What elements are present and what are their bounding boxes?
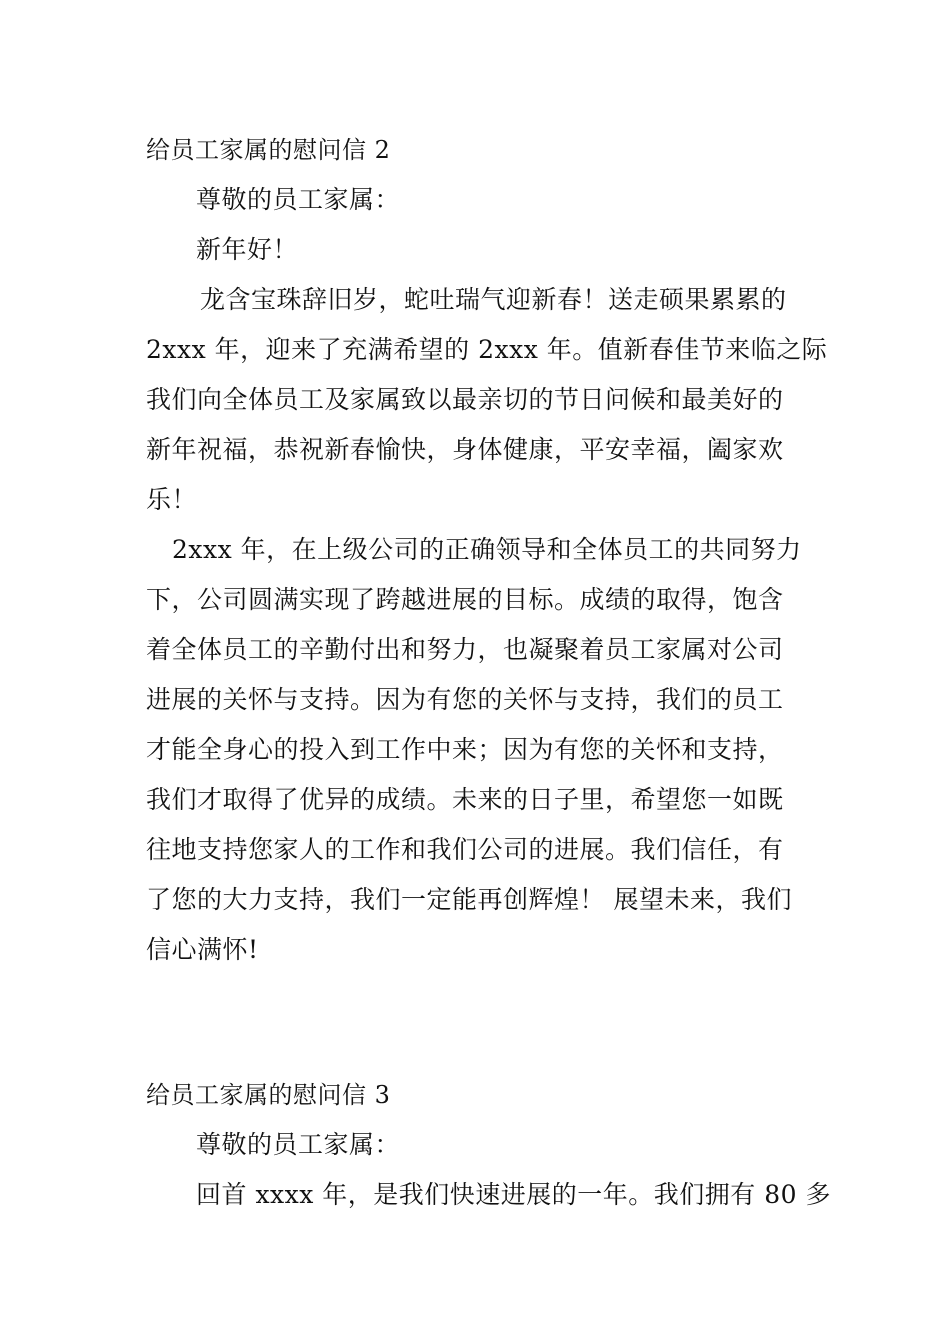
letter2-para1-line: 乐！: [146, 485, 198, 514]
letter2-para2-line: 才能全身心的投入到工作中来；因为有您的关怀和支持，: [146, 735, 784, 764]
letter2-para1-line: 我们向全体员工及家属致以最亲切的节日问候和最美好的: [146, 385, 784, 414]
letter3-para1-line: 回首 xxxx 年，是我们快速进展的一年。我们拥有 80 多: [196, 1180, 831, 1209]
letter2-greeting: 新年好！: [196, 235, 299, 264]
letter2-para1-line: 龙含宝珠辞旧岁，蛇吐瑞气迎新春！送走硕果累累的: [200, 285, 787, 314]
letter2-para2-line: 了您的大力支持，我们一定能再创辉煌！ 展望未来，我们: [146, 885, 792, 914]
letter2-para2-line: 我们才取得了优异的成绩。未来的日子里，希望您一如既: [146, 785, 784, 814]
letter2-para2-line: 2xxx 年，在上级公司的正确领导和全体员工的共同努力: [172, 535, 802, 564]
letter2-para2-line: 下，公司圆满实现了跨越进展的目标。成绩的取得，饱含: [146, 585, 784, 614]
letter3-salutation: 尊敬的员工家属：: [196, 1130, 401, 1159]
letter2-para2-line: 进展的关怀与支持。因为有您的关怀与支持，我们的员工: [146, 685, 784, 714]
letter2-salutation: 尊敬的员工家属：: [196, 185, 401, 214]
letter2-para2-line: 往地支持您家人的工作和我们公司的进展。我们信任，有: [146, 835, 784, 864]
letter2-para1-line: 新年祝福，恭祝新春愉快，身体健康，平安幸福，阖家欢: [146, 435, 784, 464]
letter2-para1-line: 2xxx 年，迎来了充满希望的 2xxx 年。值新春佳节来临之际: [146, 335, 828, 364]
letter2-para2-line: 着全体员工的辛勤付出和努力，也凝聚着员工家属对公司: [146, 635, 784, 664]
letter3-title: 给员工家属的慰问信 3: [146, 1081, 391, 1109]
letter2-title: 给员工家属的慰问信 2: [146, 136, 391, 164]
letter2-para2-line: 信心满怀!: [146, 935, 259, 964]
